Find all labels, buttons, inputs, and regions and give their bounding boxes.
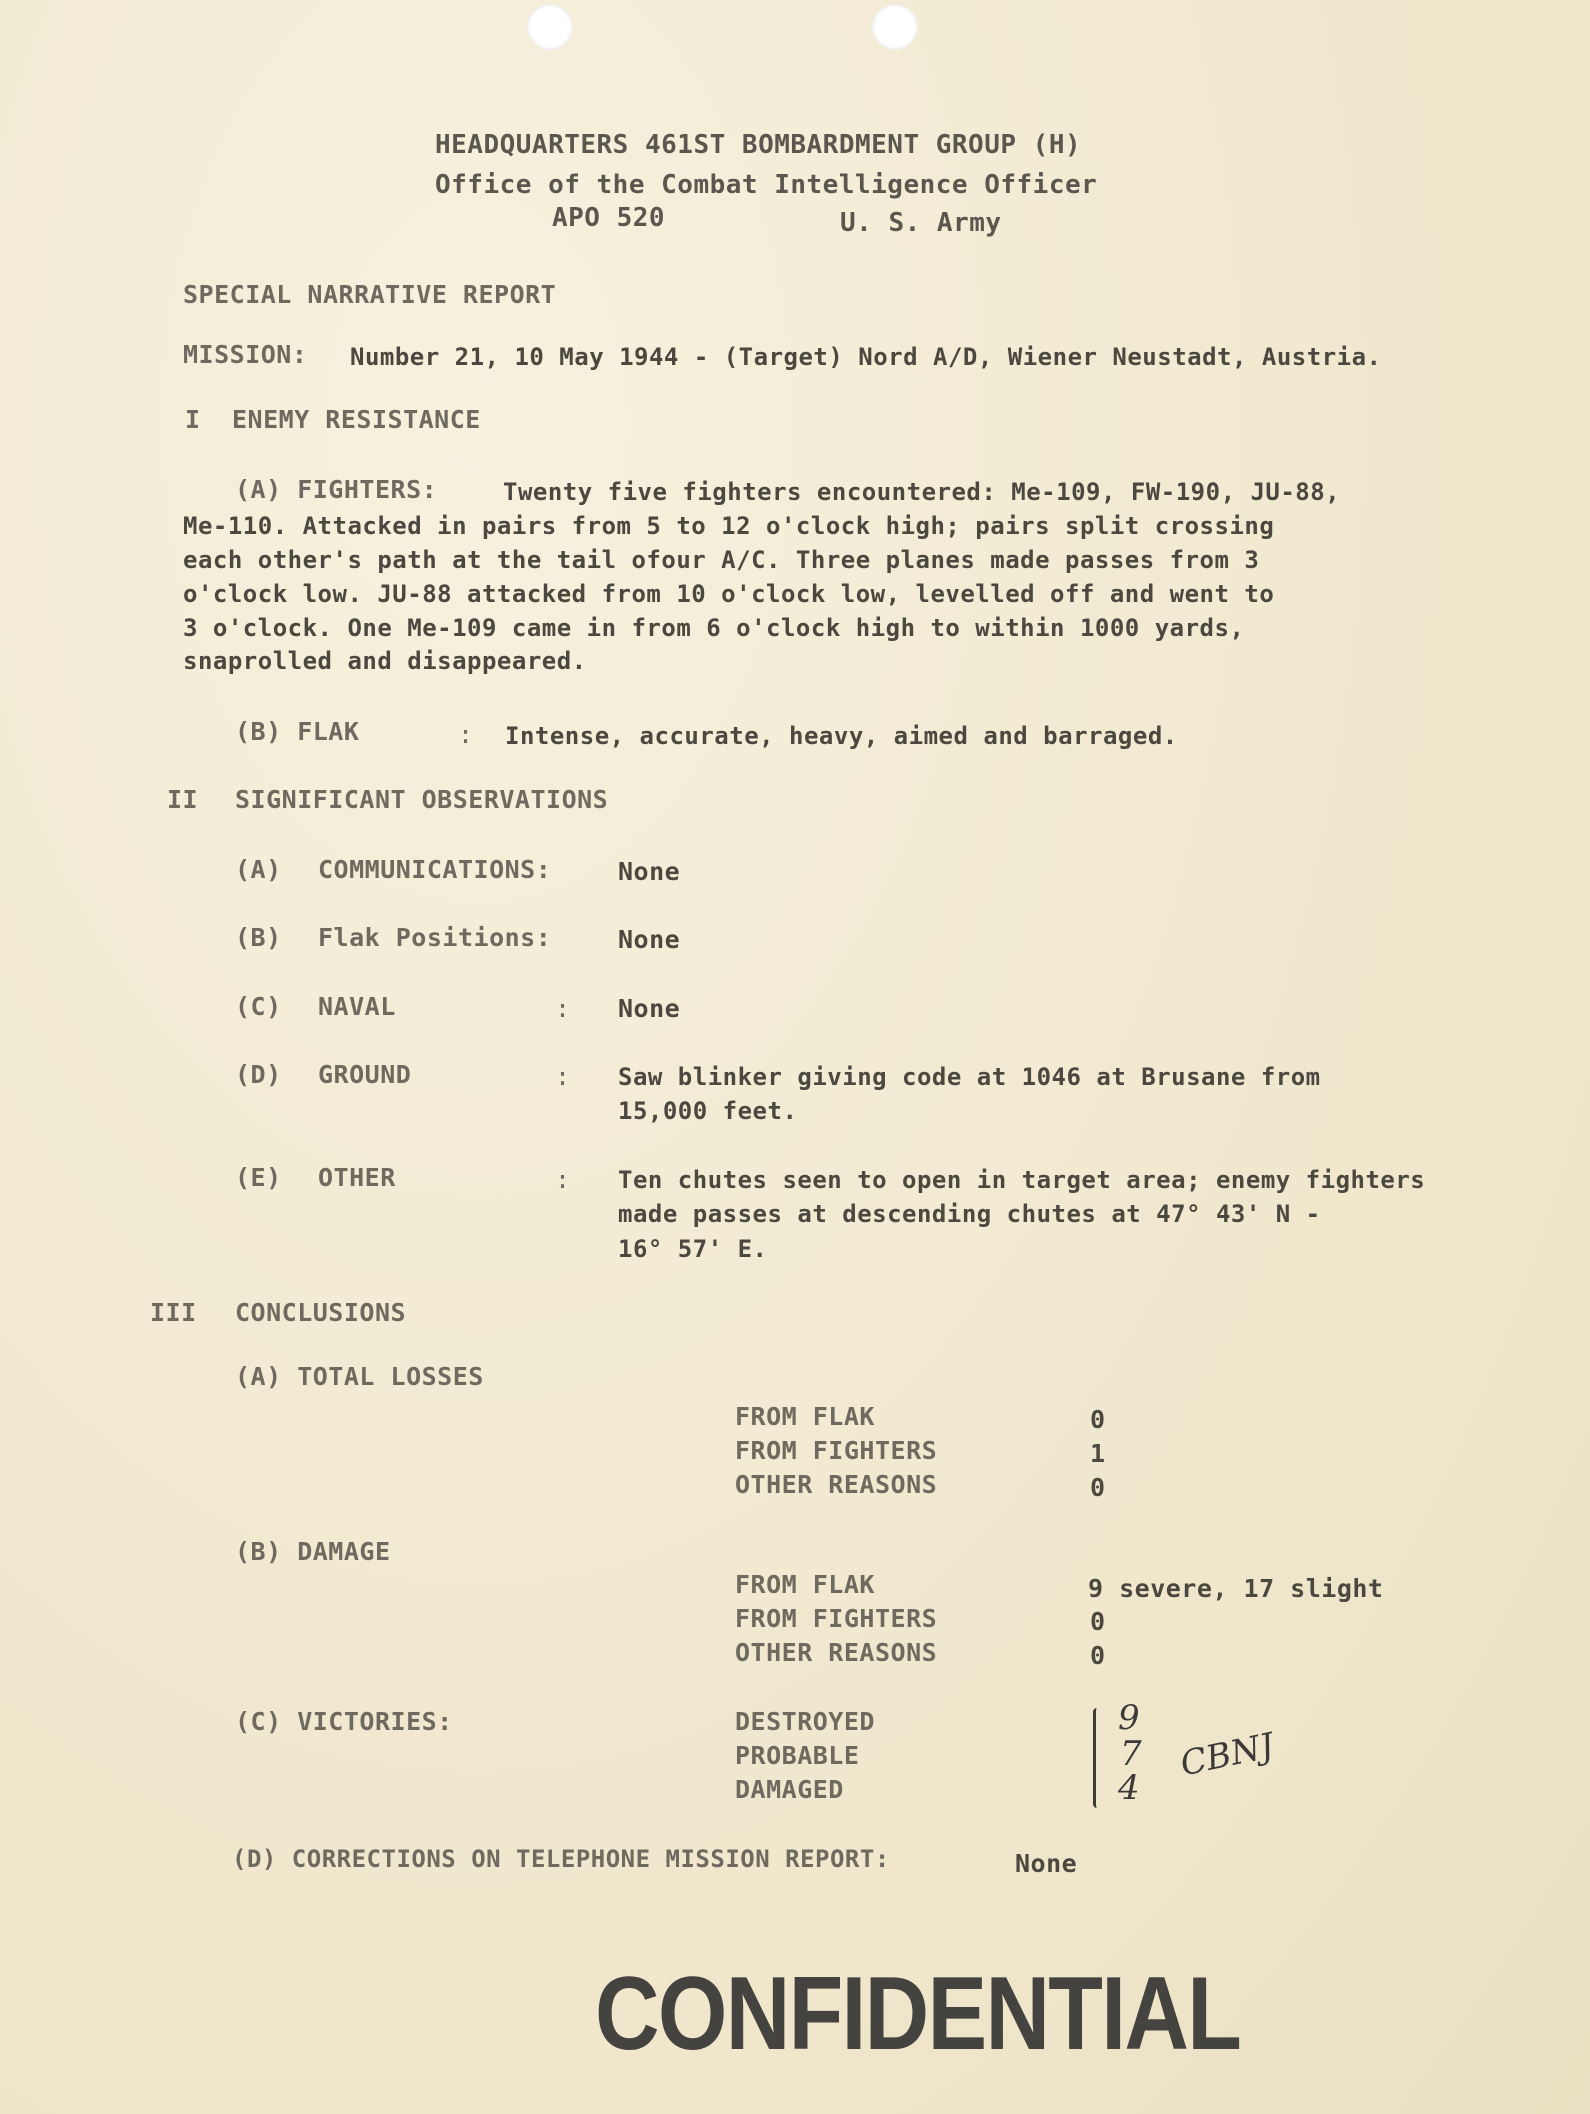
loss-fighters-value: 1: [1090, 1439, 1106, 1468]
obs-c-label: NAVAL: [318, 992, 396, 1021]
obs-d-label: GROUND: [318, 1060, 412, 1089]
victory-probable-label: PROBABLE: [735, 1741, 860, 1770]
obs-e-label: OTHER: [318, 1163, 396, 1192]
fighters-line-6: snaprolled and disappeared.: [183, 647, 587, 675]
obs-e-letter: (E): [235, 1163, 282, 1192]
victory-destroyed-value: 9: [1118, 1698, 1140, 1738]
damage-label: (B) DAMAGE: [235, 1537, 391, 1566]
damage-fighters-value: 0: [1090, 1607, 1106, 1636]
fighters-line-4: o'clock low. JU-88 attacked from 10 o'clock low, levelled off and went to: [183, 580, 1275, 608]
obs-a-label: COMMUNICATIONS:: [318, 855, 552, 884]
report-title: SPECIAL NARRATIVE REPORT: [183, 280, 557, 309]
obs-a-letter: (A): [235, 855, 282, 884]
section2-number: II: [167, 785, 199, 814]
obs-e-colon: :: [555, 1165, 571, 1194]
corrections-value: None: [1015, 1849, 1078, 1878]
obs-e-line-3: 16° 57' E.: [618, 1235, 768, 1263]
victory-destroyed-label: DESTROYED: [735, 1707, 875, 1736]
corrections-label: (D) CORRECTIONS ON TELEPHONE MISSION REPORT:: [232, 1845, 890, 1873]
victories-label: (C) VICTORIES:: [235, 1707, 453, 1736]
header-army: U. S. Army: [840, 208, 1002, 238]
flak-text: Intense, accurate, heavy, aimed and barraged.: [505, 722, 1178, 750]
flak-label: (B) FLAK: [235, 717, 360, 746]
mission-text: Number 21, 10 May 1944 - (Target) Nord A/D, Wiener Neustadt, Austria.: [350, 343, 1382, 371]
section3-title: CONCLUSIONS: [235, 1298, 407, 1327]
flak-colon: :: [458, 720, 474, 749]
obs-e-line-1: Ten chutes seen to open in target area; enemy fighters: [618, 1166, 1426, 1194]
fighters-label: (A) FIGHTERS:: [235, 475, 438, 504]
fighters-line-2: Me-110. Attacked in pairs from 5 to 12 o'clock high; pairs split crossing: [183, 512, 1275, 540]
obs-b-letter: (B): [235, 923, 282, 952]
damage-fighters-label: FROM FIGHTERS: [735, 1604, 938, 1633]
fighters-line-3: each other's path at the tail ofour A/C. Three planes made passes from 3: [183, 546, 1260, 574]
obs-e-line-2: made passes at descending chutes at 47° 43' N -: [618, 1200, 1321, 1228]
handwritten-initials: CBNJ: [1176, 1725, 1278, 1785]
loss-fighters-label: FROM FIGHTERS: [735, 1436, 938, 1465]
header-line1: HEADQUARTERS 461ST BOMBARDMENT GROUP (H): [435, 130, 1082, 160]
obs-b-label: Flak Positions:: [318, 923, 552, 952]
damage-flak-label: FROM FLAK: [735, 1570, 875, 1599]
victory-damaged-value: 4: [1118, 1768, 1140, 1808]
loss-other-value: 0: [1090, 1473, 1106, 1502]
obs-c-value: None: [618, 994, 681, 1023]
damage-flak-value: 9 severe, 17 slight: [1088, 1574, 1384, 1603]
punch-hole-left: [527, 4, 573, 50]
losses-label: (A) TOTAL LOSSES: [235, 1362, 484, 1391]
victories-bracket: [1093, 1708, 1106, 1808]
confidential-stamp: CONFIDENTIAL: [595, 1956, 1241, 2072]
loss-flak-label: FROM FLAK: [735, 1402, 875, 1431]
victory-damaged-label: DAMAGED: [735, 1775, 844, 1804]
obs-d-line-2: 15,000 feet.: [618, 1097, 798, 1125]
obs-b-value: None: [618, 925, 681, 954]
section1-number: I: [185, 405, 201, 434]
header-line2: Office of the Combat Intelligence Officer: [435, 170, 1098, 200]
fighters-line-1: Twenty five fighters encountered: Me-109, FW-190, JU-88,: [503, 478, 1341, 506]
obs-d-line-1: Saw blinker giving code at 1046 at Brusane from: [618, 1063, 1321, 1091]
obs-d-letter: (D): [235, 1060, 282, 1089]
obs-c-letter: (C): [235, 992, 282, 1021]
obs-a-value: None: [618, 857, 681, 886]
damage-other-value: 0: [1090, 1641, 1106, 1670]
obs-d-colon: :: [555, 1062, 571, 1091]
mission-label: MISSION:: [183, 340, 308, 369]
loss-other-label: OTHER REASONS: [735, 1470, 938, 1499]
obs-c-colon: :: [555, 994, 571, 1023]
section2-title: SIGNIFICANT OBSERVATIONS: [235, 785, 609, 814]
fighters-line-5: 3 o'clock. One Me-109 came in from 6 o'clock high to within 1000 yards,: [183, 614, 1245, 642]
section3-number: III: [150, 1298, 197, 1327]
loss-flak-value: 0: [1090, 1405, 1106, 1434]
punch-hole-right: [872, 4, 918, 50]
damage-other-label: OTHER REASONS: [735, 1638, 938, 1667]
victory-probable-value: 7: [1120, 1734, 1142, 1774]
section1-title: ENEMY RESISTANCE: [232, 405, 481, 434]
header-apo: APO 520: [552, 203, 666, 233]
